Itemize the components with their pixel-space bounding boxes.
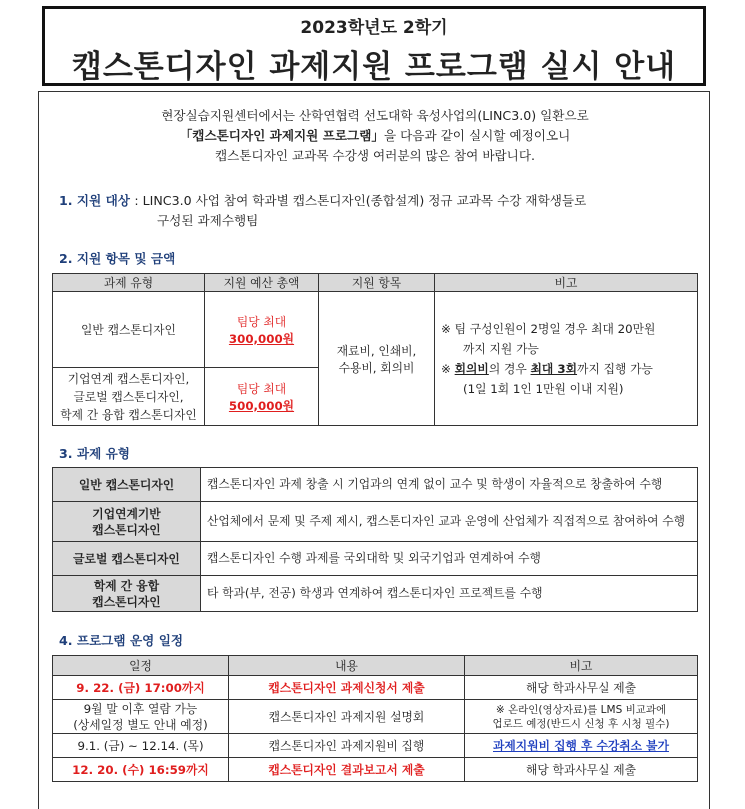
col-header: 지원 예산 총액 [205,274,319,292]
col-header: 내용 [229,656,465,676]
section-4-heading: 4. 프로그램 운영 일정 [59,633,184,648]
table-row: 9월 말 이후 열람 가능 (상세일정 별도 안내 예정) 캡스톤디자인 과제지원 설명회 ※ 온라인(영상자료)를 LMS 비교과에 업로드 예정(반드시 신청 후 시청 필수) [53,700,698,734]
table-row: 글로벌 캡스톤디자인 캡스톤디자인 수행 과제를 국외대학 및 외국기업과 연계하여 수행 [53,542,698,576]
schedule-table [52,655,698,782]
col-header: 일정 [53,656,229,676]
section-1 [59,190,586,209]
section-3-heading: 3. 과제 유형 [59,446,130,461]
budget-general: 팀당 최대 300,000원 [205,292,319,368]
col-header: 과제 유형 [53,274,205,292]
table-row: 9. 22. (금) 17:00까지 캡스톤디자인 과제신청서 제출 해당 학과사무실 제출 [53,676,698,700]
col-header: 비고 [465,656,698,676]
content-box [38,91,710,809]
table-row: 12. 20. (수) 16:59까지 캡스톤디자인 결과보고서 제출 해당 학과사무실 제출 [53,758,698,782]
project-type-table [52,467,698,612]
intro-paragraph [39,106,711,166]
table-row: 9.1. (금) ~ 12.14. (목) 캡스톤디자인 과제지원비 집행 과제지원비 집행 후 수강취소 불가 [53,734,698,758]
table-row: 기업연계기반 캡스톤디자인 산업체에서 문제 및 주제 제시, 캡스톤디자인 교과 운영에 산업체가 직접적으로 참여하여 수행 [53,502,698,542]
col-header: 비고 [435,274,698,292]
col-header: 지원 항목 [319,274,435,292]
intro-line-3: 캡스톤디자인 교과목 수강생 여러분의 많은 참여 바랍니다. [215,148,535,163]
section-1-line-2: 구성된 과제수행팀 [157,213,259,228]
support-type-others: 기업연계 캡스톤디자인, 글로벌 캡스톤디자인, 학제 간 융합 캡스톤디자인 [53,368,205,426]
section-1-heading: 1. 지원 대상 [59,193,130,208]
section-1-line-1: : LINC3.0 사업 참여 학과별 캡스톤디자인(종합설계) 정규 교과목 수강 재학생들로 [134,193,587,208]
program-name: 「캡스톤디자인 과제지원 프로그램」 [179,128,384,143]
support-table [52,273,698,426]
title-sub: 2023학년도 2학기 [300,18,448,38]
table-row: 학제 간 융합 캡스톤디자인 타 학과(부, 전공) 학생과 연계하여 캡스톤디자인 프로젝트를 수행 [53,576,698,612]
support-notes: ※ 팀 구성인원이 2명일 경우 최대 20만원 까지 지원 가능 ※ 회의비의 경우 최대 3회까지 집행 가능 (1일 1회 1인 1만원 이내 지원) [435,292,698,426]
support-type-general: 일반 캡스톤디자인 [53,292,205,368]
title-main: 캡스톤디자인 과제지원 프로그램 실시 안내 [71,49,677,85]
budget-others: 팀당 최대 500,000원 [205,368,319,426]
title-box [42,6,706,86]
intro-line-2: 「캡스톤디자인 과제지원 프로그램」을 다음과 같이 실시할 예정이오니 [179,128,571,143]
intro-line-1: 현장실습지원센터에서는 산학연협력 선도대학 육성사업의(LINC3.0) 일환으로 [161,108,589,123]
section-2-heading: 2. 지원 항목 및 금액 [59,251,176,266]
table-row: 일반 캡스톤디자인 캡스톤디자인 과제 창출 시 기업과의 연계 없이 교수 및 학생이 자율적으로 창출하여 수행 [53,468,698,502]
support-items: 재료비, 인쇄비, 수용비, 회의비 [319,292,435,426]
